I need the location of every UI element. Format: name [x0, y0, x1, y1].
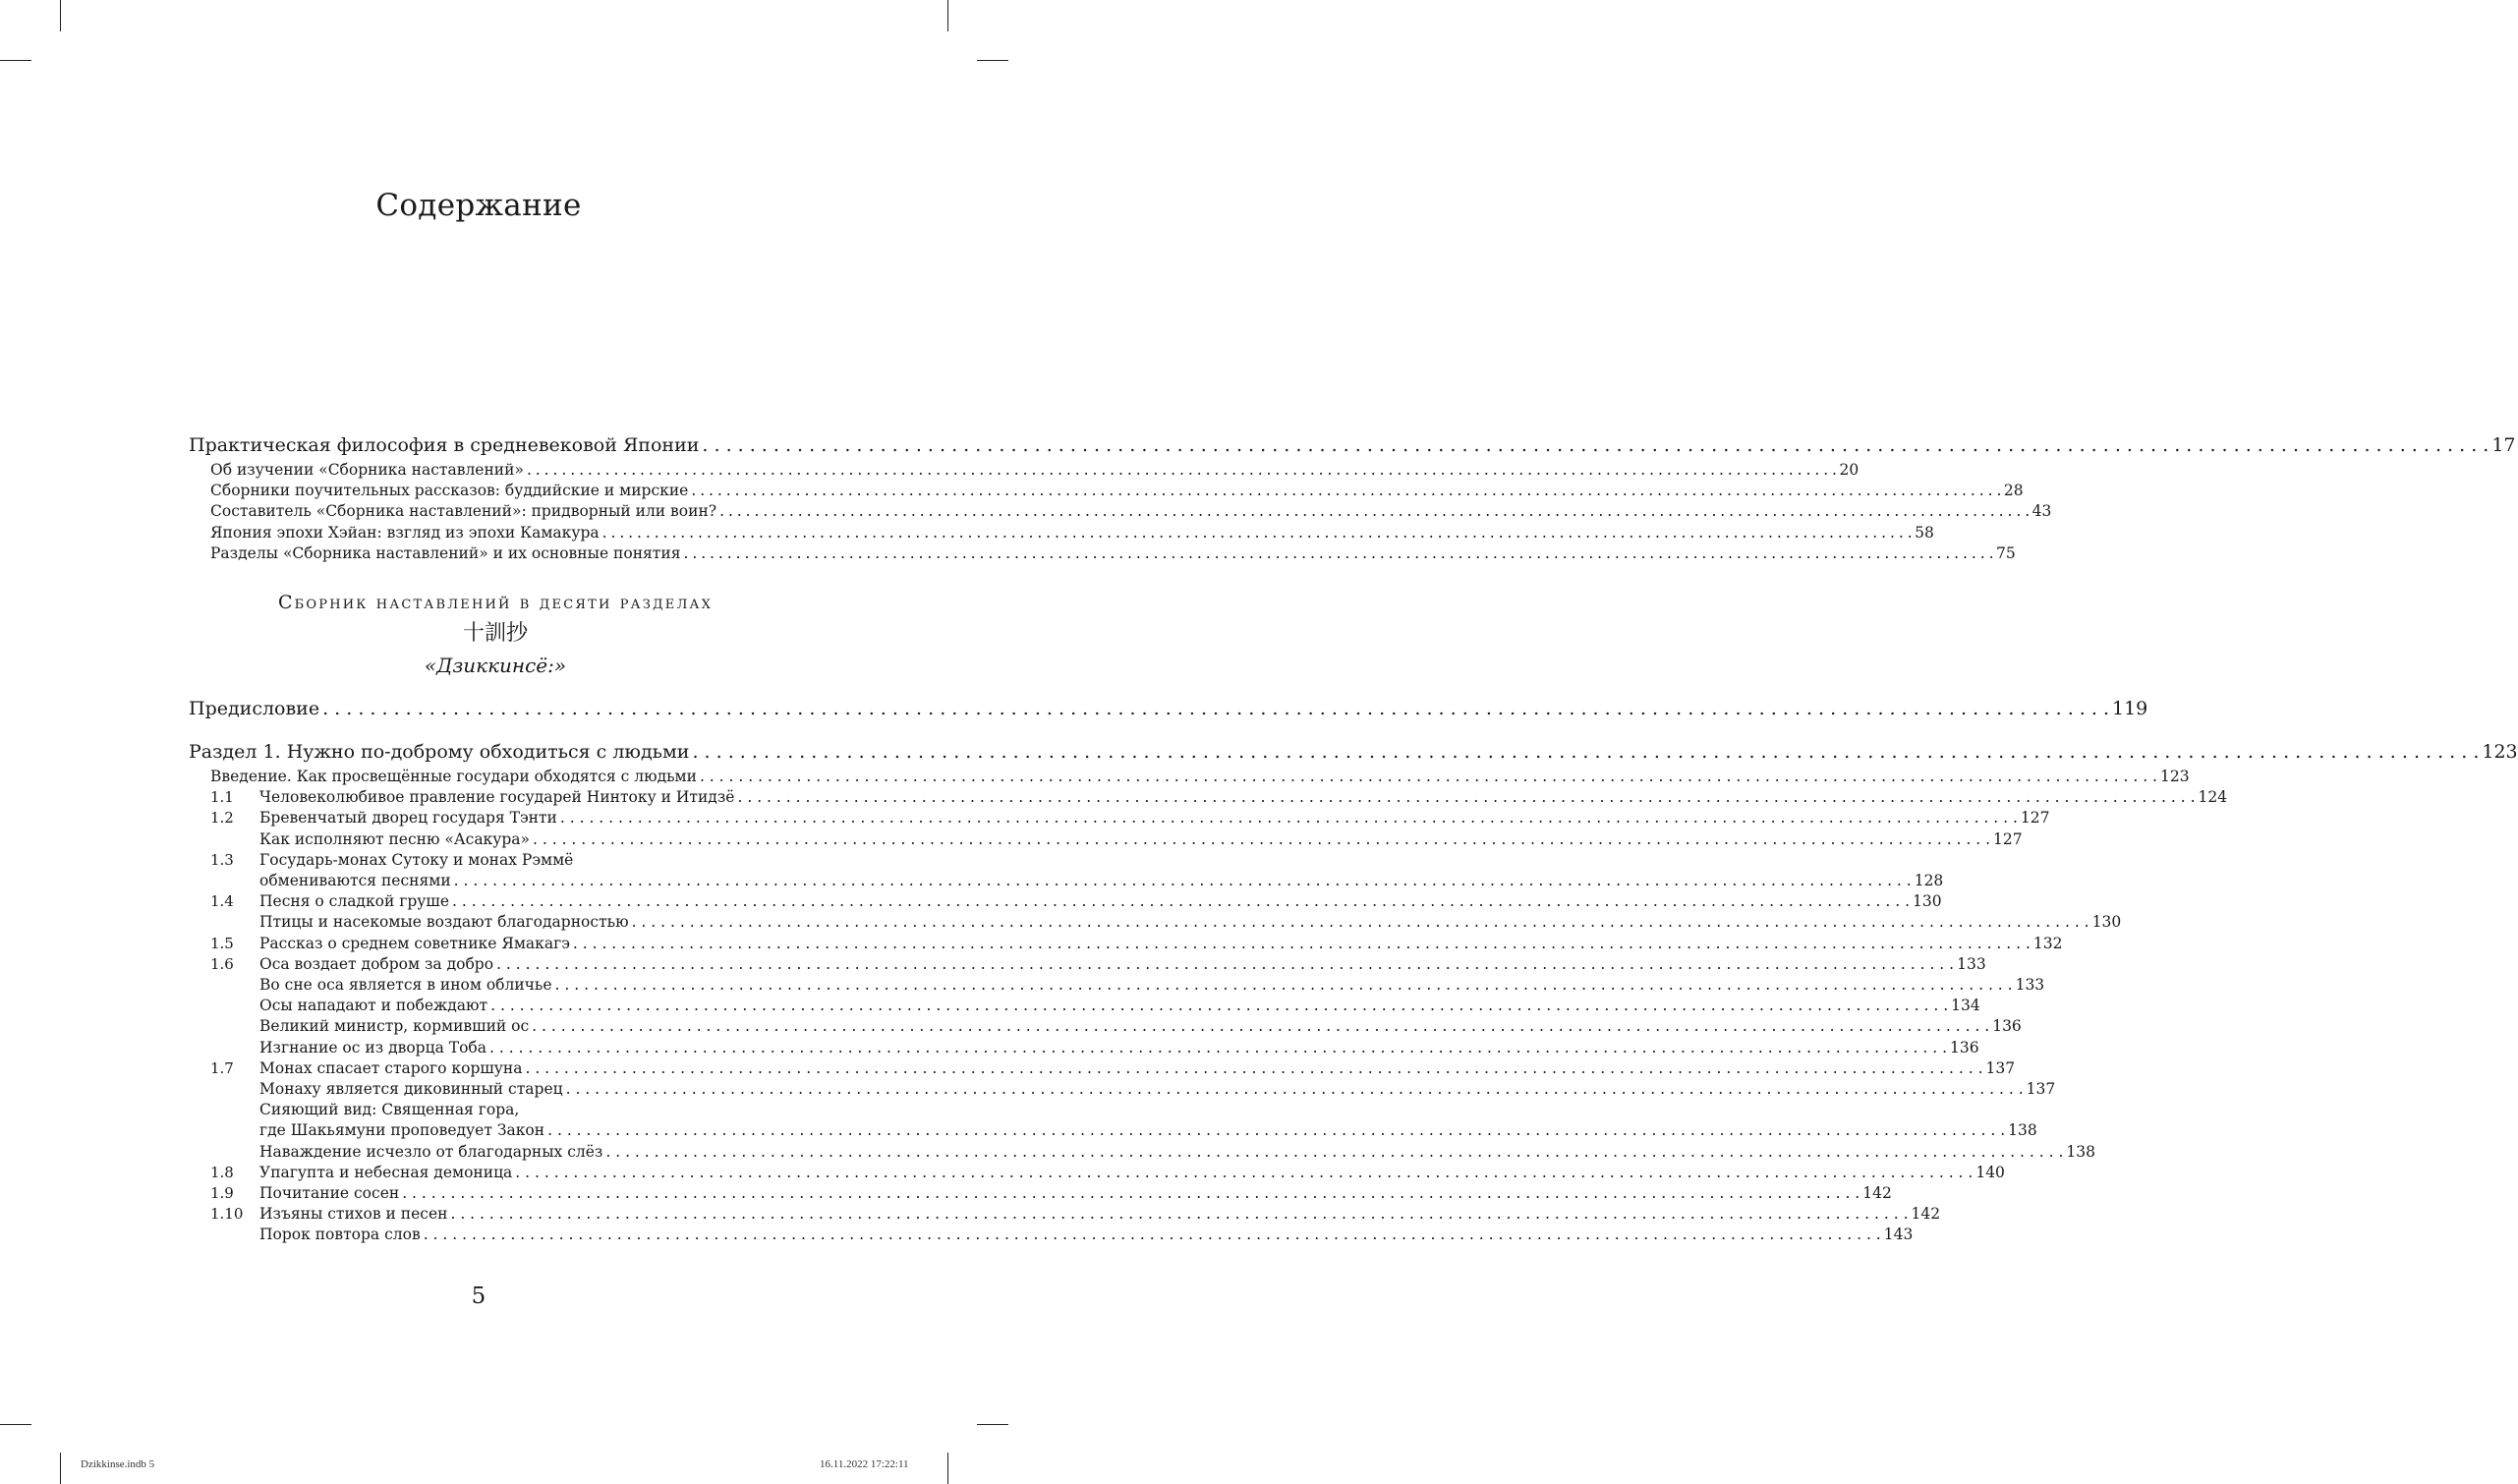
- toc-sub-entry[interactable]: [189, 1204, 1941, 1225]
- toc-entry-text: Наваждение исчезло от благодарных слёз: [259, 1142, 603, 1161]
- slug-file: Dzikkinse.indb 5: [81, 1458, 155, 1470]
- crop-mark: [977, 1424, 1008, 1425]
- toc-entry-page: 133: [2015, 976, 2045, 995]
- toc-sub-entry[interactable]: [189, 934, 2063, 954]
- toc-entry-page: 138: [2008, 1121, 2037, 1140]
- toc-entry-page: 136: [1950, 1038, 1979, 1056]
- toc-entry-text: Оса воздает добром за добро: [259, 954, 494, 973]
- toc-entry-text: обмениваются песнями: [259, 872, 451, 890]
- toc-entry-page: 142: [1911, 1205, 1941, 1224]
- leader-dots: [563, 1079, 2027, 1100]
- toc-entry-page: 137: [2026, 1080, 2056, 1099]
- crop-mark: [977, 60, 1008, 61]
- intro-sub-list: [189, 460, 2052, 564]
- table-of-contents: [189, 430, 2518, 1246]
- toc-entry-number: 1.2: [210, 809, 234, 828]
- toc-entry-page: 17: [2491, 434, 2516, 456]
- leader-dots: [522, 1058, 1985, 1079]
- toc-entry-text: Государь-монах Сутоку и монах Рэммё: [259, 850, 574, 869]
- toc-entry-page: 132: [2032, 934, 2063, 952]
- leader-dots: [451, 871, 1915, 891]
- leader-dots: [530, 829, 1993, 850]
- leader-dots: [699, 430, 2491, 460]
- toc-sub-entry[interactable]: [189, 1120, 2037, 1141]
- toc-sub-entry[interactable]: [189, 975, 2045, 996]
- toc-entry-text: Упагупта и небесная демоница: [259, 1163, 513, 1181]
- toc-entry-page: 130: [1913, 892, 1942, 911]
- toc-entry-page: 123: [2482, 741, 2518, 764]
- toc-entry-number: 1.4: [210, 892, 234, 911]
- slug-datetime: 16.11.2022 17:22:11: [820, 1458, 909, 1470]
- toc-entry-page: 143: [1883, 1226, 1914, 1244]
- toc-entry-page: 133: [1957, 954, 1986, 973]
- leader-dots: [716, 501, 2032, 522]
- toc-sub-entry[interactable]: [189, 1016, 2022, 1037]
- toc-sub-entry[interactable]: [189, 767, 2190, 787]
- toc-sub-entry[interactable]: [189, 1058, 2016, 1079]
- leader-dots: [447, 1204, 1911, 1225]
- toc-entry-text: Разделы «Сборника наставлений» и их основные понятия: [210, 543, 681, 562]
- toc-entry-text: Бревенчатый дворец государя Тэнти: [259, 809, 557, 828]
- leader-dots: [421, 1225, 1884, 1245]
- toc-sub-entry[interactable]: [189, 1163, 2005, 1183]
- leader-dots: [557, 808, 2021, 828]
- crop-mark: [947, 1453, 948, 1484]
- toc-sub-entry[interactable]: [189, 1142, 2095, 1163]
- toc-entry-number: 1.10: [210, 1205, 244, 1224]
- toc-sub-entry[interactable]: [189, 912, 2122, 933]
- intro-block: [189, 430, 2516, 460]
- toc-entry-page: 142: [1862, 1184, 1892, 1203]
- toc-entry-number: 1.5: [210, 934, 234, 952]
- toc-sub-entry[interactable]: [189, 829, 2023, 850]
- toc-entry-page: 127: [1993, 829, 2023, 848]
- toc-entry-page: 138: [2066, 1142, 2095, 1161]
- toc-entry-text: Великий министр, кормивший ос: [259, 1017, 530, 1036]
- toc-entry-text: Раздел 1. Нужно по-доброму обходиться с людьми: [189, 741, 690, 764]
- toc-entry-text: Песня о сладкой груше: [259, 892, 450, 911]
- toc-entry-text: Сияющий вид: Священная гора,: [259, 1101, 520, 1119]
- toc-entry-text: Почитание сосен: [259, 1184, 400, 1203]
- toc-entry-page: 75: [1996, 543, 2016, 562]
- leader-dots: [570, 934, 2033, 954]
- leader-dots: [681, 543, 1997, 564]
- toc-entry-text: Изгнание ос из дворца Тоба: [259, 1038, 486, 1056]
- leader-dots: [544, 1120, 2008, 1141]
- toc-sub-entry[interactable]: [189, 996, 1980, 1016]
- section-title: Сборник наставлений в десяти разделах: [277, 592, 714, 614]
- toc-entry[interactable]: [189, 430, 2516, 460]
- leader-dots: [697, 767, 2160, 787]
- toc-entry-page: 127: [2020, 809, 2050, 828]
- toc-entry-text: Практическая философия в средневековой Японии: [189, 434, 700, 456]
- toc-entry-page: 134: [1951, 997, 1980, 1015]
- toc-sub-entry[interactable]: [189, 523, 1934, 543]
- toc-entry-text: Япония эпохи Хэйан: взгляд из эпохи Камакура: [210, 523, 600, 542]
- crop-mark: [0, 60, 31, 61]
- page-title: Содержание: [375, 187, 582, 223]
- section-kanji: 十訓抄: [462, 621, 528, 647]
- toc-entry-text: Изъяны стихов и песен: [259, 1205, 448, 1224]
- toc-entry-text: Составитель «Сборника наставлений»: придворный или воин?: [210, 502, 717, 521]
- crop-mark: [0, 1424, 31, 1425]
- crop-mark: [60, 0, 61, 31]
- toc-entry-page: 58: [1915, 523, 1934, 542]
- toc-entry-text: Об изучении «Сборника наставлений»: [210, 461, 524, 479]
- toc-entry-page: 130: [2091, 913, 2122, 932]
- toc-sub-entry[interactable]: [189, 891, 1942, 912]
- toc-entry-page: 140: [1975, 1163, 2005, 1181]
- leader-dots: [449, 891, 1913, 912]
- toc-entry-preface[interactable]: [189, 694, 2148, 723]
- crop-mark: [60, 1453, 61, 1484]
- toc-entry-page: 20: [1839, 461, 1860, 479]
- leader-dots: [602, 1142, 2066, 1163]
- leader-dots: [734, 787, 2198, 808]
- toc-entry-number: 1.3: [210, 850, 234, 869]
- toc-entry-text: где Шакьямуни проповедует Закон: [259, 1121, 545, 1140]
- leader-dots: [529, 1016, 1992, 1037]
- toc-entry-text: Сборники поучительных рассказов: буддийские и мирские: [210, 482, 689, 500]
- section-romaji: «Дзиккинсё:»: [424, 654, 567, 678]
- toc-entry-page: 28: [2003, 482, 2024, 500]
- leader-dots: [629, 912, 2092, 933]
- toc-entry-text: Как исполняют песню «Асакура»: [259, 829, 531, 848]
- toc-entry-number: 1.1: [210, 788, 234, 807]
- toc-entry-number: 1.8: [210, 1163, 234, 1181]
- leader-dots: [399, 1183, 1862, 1204]
- toc-entry-number: 1.9: [210, 1184, 234, 1203]
- toc-entry-text: Птицы и насекомые воздают благодарностью: [259, 913, 629, 932]
- toc-entry-text: Человеколюбивое правление государей Нинтоку и Итидзё: [259, 788, 735, 807]
- toc-entry-page: 136: [1992, 1017, 2022, 1036]
- toc-entry-page: 124: [2198, 788, 2228, 807]
- toc-entry-text: Введение. Как просвещённые государи обходятся с людьми: [210, 768, 697, 786]
- toc-sub-entry[interactable]: [189, 954, 1986, 975]
- toc-entry-page: 123: [2159, 768, 2190, 786]
- toc-sub-entry[interactable]: [189, 1100, 802, 1120]
- leader-dots: [512, 1163, 1975, 1183]
- leader-dots: [486, 1038, 1950, 1058]
- toc-entry-text: Монаху является диковинный старец: [259, 1080, 563, 1099]
- leader-dots: [487, 996, 1951, 1016]
- toc-entry-text: Монах спасает старого коршуна: [259, 1058, 523, 1077]
- leader-dots: [552, 975, 2016, 996]
- leader-dots: [319, 694, 2112, 723]
- crop-mark: [947, 0, 948, 31]
- chapter-1-list: [189, 767, 2228, 1246]
- toc-entry-text: Осы нападают и побеждают: [259, 997, 488, 1015]
- toc-sub-entry[interactable]: [189, 481, 2024, 501]
- toc-entry-page: 119: [2112, 698, 2148, 720]
- toc-sub-entry[interactable]: [189, 1079, 2056, 1100]
- toc-sub-entry[interactable]: [189, 543, 2016, 564]
- toc-sub-entry[interactable]: [189, 787, 2228, 808]
- leader-dots: [493, 954, 1957, 975]
- toc-sub-entry[interactable]: [189, 1038, 1979, 1058]
- toc-entry-number: 1.7: [210, 1058, 234, 1077]
- toc-sub-entry[interactable]: [189, 460, 1860, 481]
- leader-dots: [689, 737, 2482, 767]
- toc-sub-entry[interactable]: [189, 808, 2050, 828]
- toc-sub-entry[interactable]: [189, 1225, 1914, 1245]
- page-number: 5: [471, 1284, 486, 1309]
- toc-entry-page: 43: [2032, 502, 2052, 521]
- toc-entry-text: Рассказ о среднем советнике Ямакагэ: [259, 934, 570, 952]
- toc-sub-entry[interactable]: [189, 501, 2052, 522]
- toc-entry-text: Во сне оса является в ином обличье: [259, 976, 552, 995]
- leader-dots: [688, 481, 2004, 501]
- leader-dots: [600, 523, 1916, 543]
- toc-entry-number: 1.6: [210, 954, 234, 973]
- toc-entry-chapter-1[interactable]: [189, 737, 2518, 767]
- toc-entry-text: Предисловие: [189, 698, 320, 720]
- leader-dots: [524, 460, 1840, 481]
- toc-sub-entry[interactable]: [189, 1183, 1892, 1204]
- toc-sub-entry[interactable]: [189, 871, 1944, 891]
- toc-sub-entry[interactable]: [189, 850, 802, 871]
- toc-entry-page: 128: [1914, 872, 1944, 890]
- toc-entry-page: 137: [1985, 1058, 2016, 1077]
- toc-entry-text: Порок повтора слов: [259, 1226, 421, 1244]
